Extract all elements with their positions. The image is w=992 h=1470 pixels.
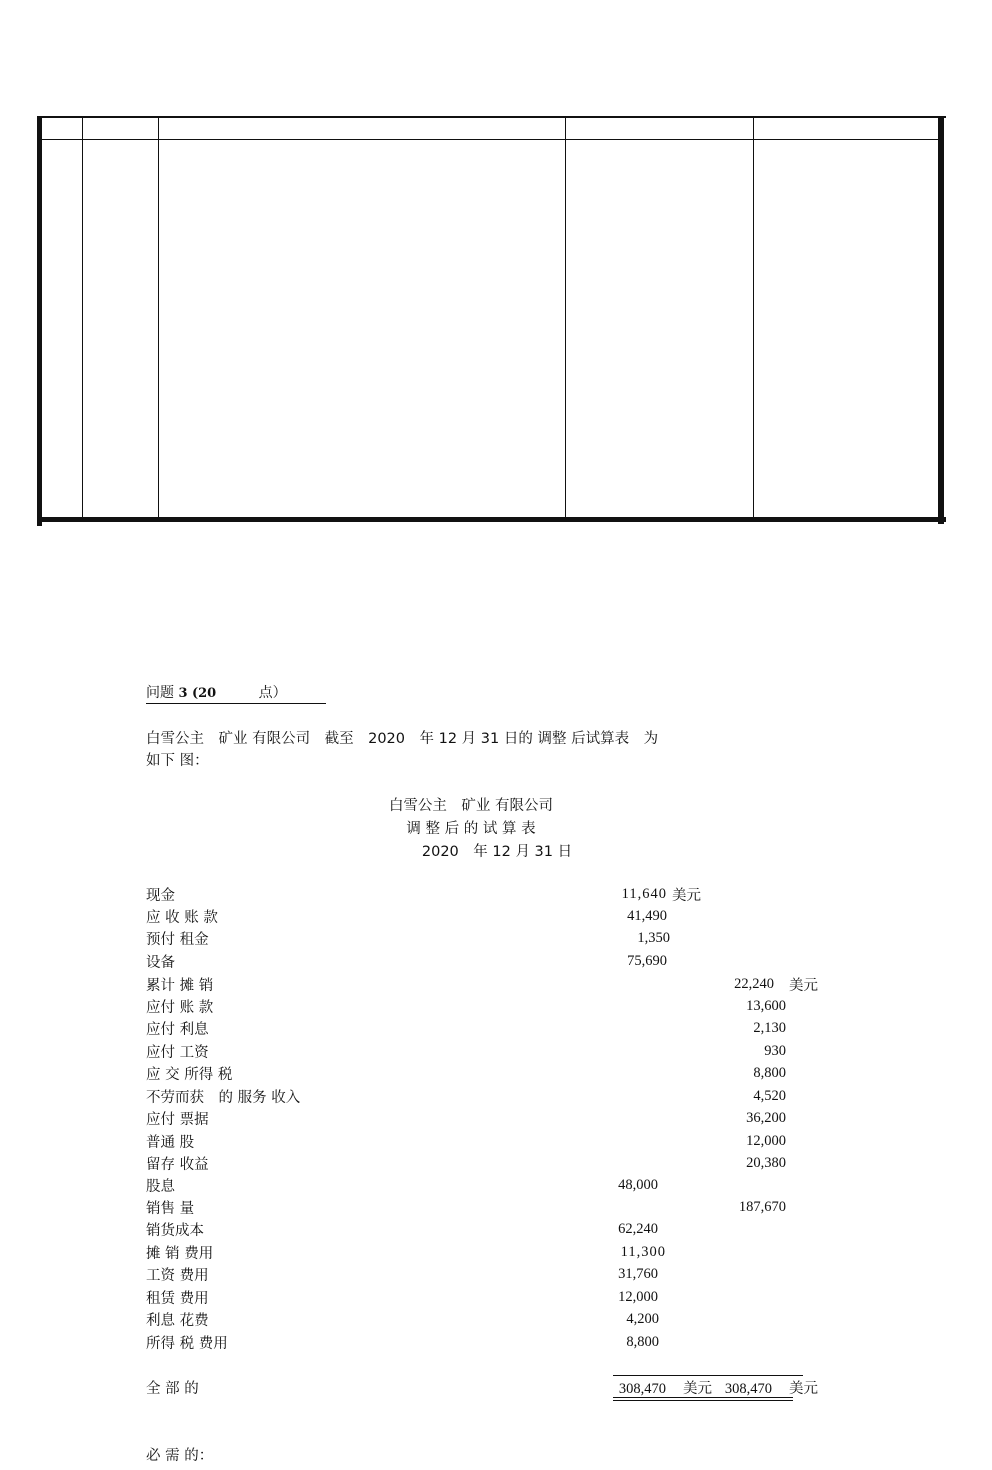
account-credit: 4,520 bbox=[753, 1088, 786, 1104]
account-name: 应付 工资 bbox=[146, 1045, 209, 1061]
account-debit: 4,200 bbox=[626, 1311, 659, 1327]
account-credit: 20,380 bbox=[746, 1155, 786, 1171]
account-debit: 41,490 bbox=[627, 908, 667, 924]
account-debit: 62,240 bbox=[618, 1221, 658, 1237]
account-debit: 75,690 bbox=[627, 953, 667, 969]
account-name: 预付 租金 bbox=[146, 932, 209, 948]
account-name: 普通 股 bbox=[146, 1135, 195, 1151]
required-label: 必 需 的： bbox=[146, 1448, 214, 1464]
account-credit: 187,670 bbox=[738, 1199, 786, 1215]
account-name: 应付 票据 bbox=[146, 1112, 209, 1128]
totals-double-rule bbox=[613, 1397, 793, 1398]
question-points: (20 bbox=[191, 686, 217, 701]
account-credit: 22,240 bbox=[734, 976, 774, 992]
grid-col-line bbox=[82, 116, 83, 520]
totals-debit: 308,470 bbox=[618, 1381, 666, 1397]
totals-credit-currency: 美元 bbox=[789, 1381, 818, 1397]
grid-border-right bbox=[938, 116, 944, 524]
totals-credit: 308,470 bbox=[724, 1381, 772, 1397]
debit-currency: 美元 bbox=[672, 888, 701, 904]
account-name: 应付 账 款 bbox=[146, 1000, 214, 1016]
credit-currency: 美元 bbox=[789, 978, 818, 994]
account-name: 摊 销 费用 bbox=[146, 1246, 214, 1262]
account-credit: 36,200 bbox=[746, 1110, 786, 1126]
grid-border-top bbox=[37, 116, 946, 118]
totals-debit-currency: 美元 bbox=[683, 1381, 712, 1397]
grid-header-line bbox=[42, 139, 938, 140]
account-debit: 11,640 bbox=[621, 886, 667, 902]
answer-grid bbox=[37, 116, 946, 526]
statement-date: 2020 年 12 月 31 日 bbox=[421, 844, 573, 860]
question-label: 问题 bbox=[146, 685, 174, 701]
grid-border-left bbox=[37, 116, 42, 526]
account-name: 应 交 所得 税 bbox=[146, 1067, 233, 1083]
question-title bbox=[146, 683, 326, 704]
account-credit: 930 bbox=[764, 1043, 786, 1059]
account-name: 现金 bbox=[146, 888, 175, 904]
grid-col-line bbox=[753, 116, 754, 520]
account-name: 应 收 账 款 bbox=[146, 910, 218, 926]
account-debit: 48,000 bbox=[618, 1177, 658, 1193]
account-credit: 8,800 bbox=[753, 1065, 786, 1081]
account-name: 设备 bbox=[146, 955, 175, 971]
totals-double-rule bbox=[613, 1400, 793, 1401]
account-name: 租赁 费用 bbox=[146, 1291, 209, 1307]
account-credit: 2,130 bbox=[753, 1020, 786, 1036]
account-name: 应付 利息 bbox=[146, 1022, 209, 1038]
account-credit: 13,600 bbox=[746, 998, 786, 1014]
totals-rule-top bbox=[613, 1375, 803, 1376]
question-number: 3 bbox=[178, 686, 188, 701]
account-name: 留存 收益 bbox=[146, 1157, 209, 1173]
grid-col-line bbox=[158, 116, 159, 520]
account-name: 销货成本 bbox=[146, 1223, 204, 1239]
intro-paragraph bbox=[146, 728, 726, 772]
totals-label: 全 部 的 bbox=[146, 1381, 199, 1397]
account-name: 不劳而获 的 服务 收入 bbox=[146, 1090, 301, 1106]
account-name: 股息 bbox=[146, 1179, 175, 1195]
account-debit: 12,000 bbox=[618, 1289, 658, 1305]
account-debit: 11,300 bbox=[620, 1244, 666, 1260]
account-credit: 12,000 bbox=[746, 1133, 786, 1149]
account-debit: 1,350 bbox=[637, 930, 670, 946]
account-name: 工资 费用 bbox=[146, 1268, 209, 1284]
grid-border-bottom bbox=[37, 517, 946, 522]
intro-line-2: 如下 图： bbox=[146, 753, 209, 769]
account-debit: 31,760 bbox=[618, 1266, 658, 1282]
account-name: 利息 花费 bbox=[146, 1313, 209, 1329]
account-name: 累计 摊 销 bbox=[146, 978, 214, 994]
statement-title: 调 整 后 的 试 算 表 bbox=[406, 821, 536, 837]
question-points-unit: 点） bbox=[258, 685, 287, 701]
account-name: 所得 税 费用 bbox=[146, 1336, 228, 1352]
grid-col-line bbox=[565, 116, 566, 520]
account-debit: 8,800 bbox=[626, 1334, 659, 1350]
intro-line-1: 白雪公主 矿业 有限公司 截至 2020 年 12 月 31 日的 调整 后试算表 为 bbox=[146, 731, 659, 747]
account-name: 销售 量 bbox=[146, 1201, 195, 1217]
statement-company: 白雪公主 矿业 有限公司 bbox=[388, 798, 554, 814]
